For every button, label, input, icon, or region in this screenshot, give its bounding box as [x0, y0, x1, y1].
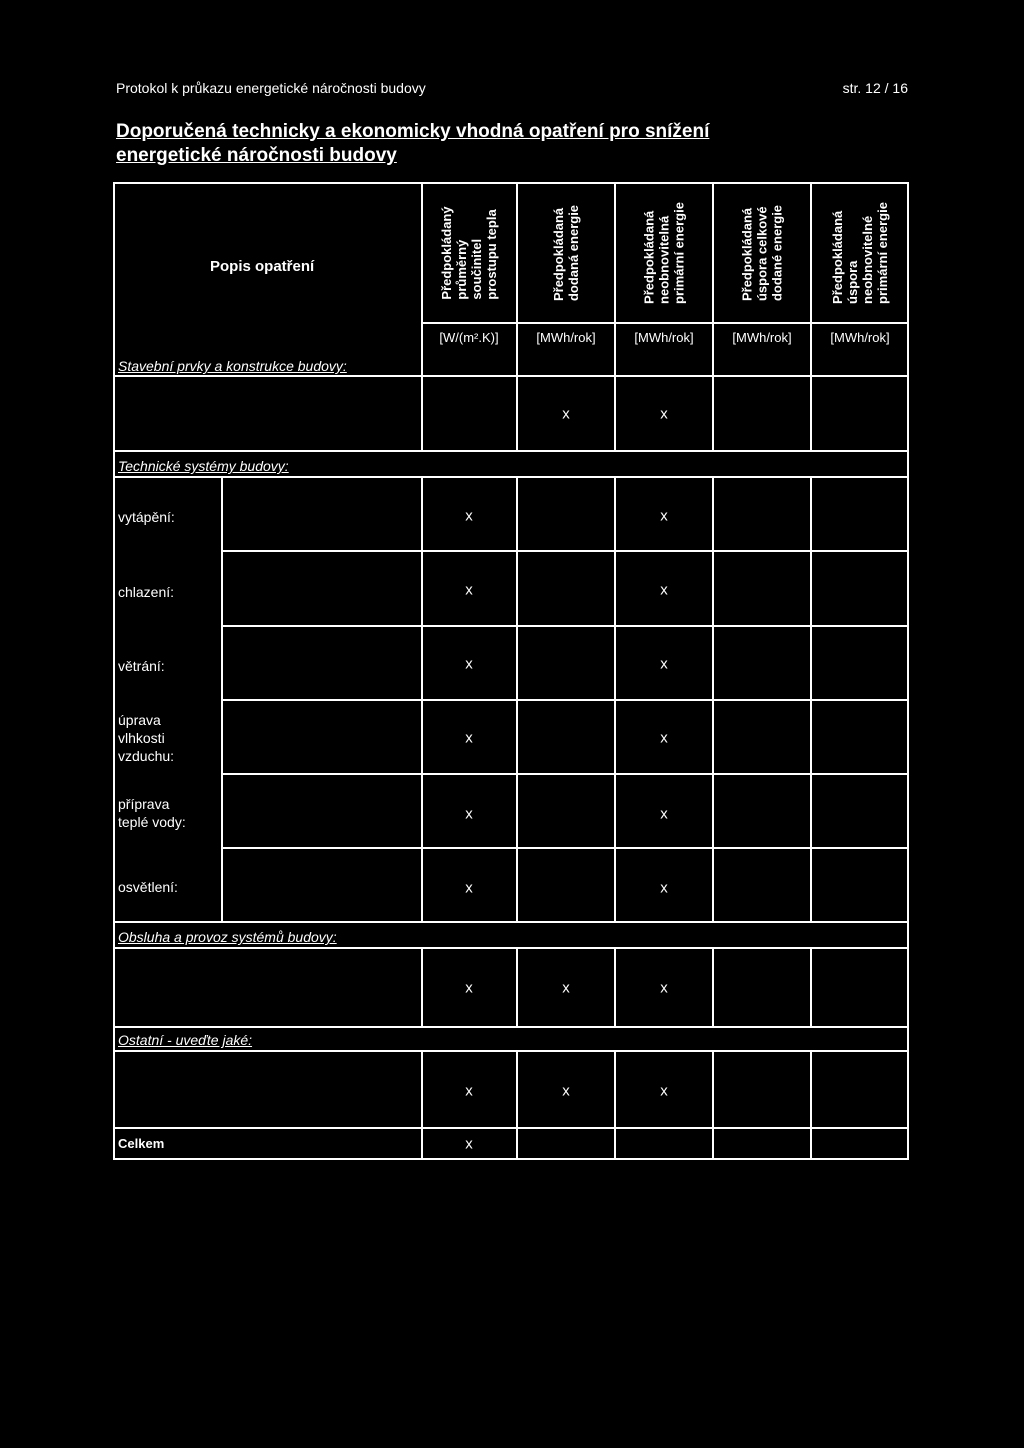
column-unit-4: [MWh/rok]	[732, 330, 792, 345]
mark: x	[562, 1082, 570, 1100]
column-unit-2: [MWh/rok]	[536, 330, 596, 345]
section-ostatni: Ostatní - uveďte jaké:	[118, 1032, 253, 1048]
divider	[614, 947, 616, 1026]
divider	[221, 625, 909, 627]
total-label: Celkem	[118, 1136, 165, 1151]
page-number: str. 12 / 16	[842, 80, 908, 96]
divider	[516, 375, 518, 450]
mark: x	[660, 405, 668, 423]
divider	[113, 450, 909, 452]
divider	[614, 182, 616, 375]
divider	[421, 1050, 423, 1160]
divider	[113, 921, 909, 923]
divider	[516, 947, 518, 1026]
mark: x	[660, 729, 668, 747]
column-header-3: Předpokládaná neobnovitelná primární energie	[641, 202, 687, 304]
divider	[614, 476, 616, 921]
mark: x	[465, 655, 473, 673]
mark: x	[660, 507, 668, 525]
column-header-1: Předpokládaný průměrný součinitel prostupu tepla	[439, 206, 499, 300]
divider	[113, 1127, 909, 1129]
mark: x	[660, 805, 668, 823]
mark: x	[660, 581, 668, 599]
divider	[421, 476, 423, 921]
page-title	[116, 120, 916, 168]
divider	[712, 375, 714, 450]
mark: x	[465, 879, 473, 897]
mark: x	[465, 507, 473, 525]
section-stavebni: Stavební prvky a konstrukce budovy:	[118, 358, 347, 374]
row-label-vetrani: větrání:	[118, 658, 165, 674]
divider	[810, 182, 812, 375]
divider	[221, 550, 909, 552]
column-header-5: Předpokládaná úspora neobnovitelné primární energie	[830, 202, 890, 304]
divider	[113, 476, 909, 478]
mark: x	[660, 979, 668, 997]
divider	[421, 947, 423, 1026]
page-title-line-2: energetické náročnosti budovy	[116, 145, 397, 166]
mark: x	[465, 1135, 473, 1153]
mark: x	[562, 979, 570, 997]
row-label-osvetleni: osvětlení:	[118, 879, 178, 895]
document-header-left: Protokol k průkazu energetické náročnosti budovy	[116, 80, 426, 96]
mark: x	[660, 879, 668, 897]
mark: x	[660, 655, 668, 673]
mark: x	[465, 979, 473, 997]
mark: x	[660, 1082, 668, 1100]
divider	[810, 476, 812, 921]
column-unit-1: [W/(m².K)]	[439, 330, 499, 345]
divider	[421, 182, 423, 375]
row-label-vytapeni: vytápění:	[118, 509, 175, 525]
mark: x	[465, 729, 473, 747]
row-label-uprava: úprava vlhkosti vzduchu:	[118, 712, 175, 764]
divider	[712, 182, 714, 375]
divider	[614, 375, 616, 450]
mark: x	[465, 1082, 473, 1100]
divider	[516, 476, 518, 921]
mark: x	[465, 805, 473, 823]
column-header-4: Předpokládaná úspora celkové dodané energie	[739, 204, 785, 302]
column-header-2: Předpokládaná dodaná energie	[551, 204, 581, 302]
row-label-chlazeni: chlazení:	[118, 584, 175, 600]
divider	[221, 847, 909, 849]
mark: x	[465, 581, 473, 599]
divider	[810, 375, 812, 450]
divider	[810, 947, 812, 1026]
divider	[221, 699, 909, 701]
divider	[113, 1050, 909, 1052]
divider	[113, 375, 909, 377]
mark: x	[562, 405, 570, 423]
divider	[712, 947, 714, 1026]
section-technicke: Technické systémy budovy:	[118, 458, 289, 474]
measures-table	[113, 182, 909, 1160]
divider	[421, 322, 909, 324]
divider	[810, 1050, 812, 1160]
divider	[113, 947, 909, 949]
divider	[421, 375, 423, 450]
divider	[712, 1050, 714, 1160]
divider	[221, 773, 909, 775]
divider	[113, 1026, 909, 1028]
divider	[516, 1050, 518, 1160]
popis-header: Popis opatření	[210, 258, 315, 275]
divider	[221, 476, 223, 921]
section-obsluha: Obsluha a provoz systémů budovy:	[118, 929, 337, 945]
column-unit-3: [MWh/rok]	[634, 330, 694, 345]
divider	[614, 1050, 616, 1160]
row-label-priprava: příprava teplé vody:	[118, 796, 186, 830]
column-unit-5: [MWh/rok]	[830, 330, 890, 345]
page-title-line-1: Doporučená technicky a ekonomicky vhodná opatření pro snížení	[116, 121, 710, 142]
divider	[516, 182, 518, 375]
divider	[712, 476, 714, 921]
